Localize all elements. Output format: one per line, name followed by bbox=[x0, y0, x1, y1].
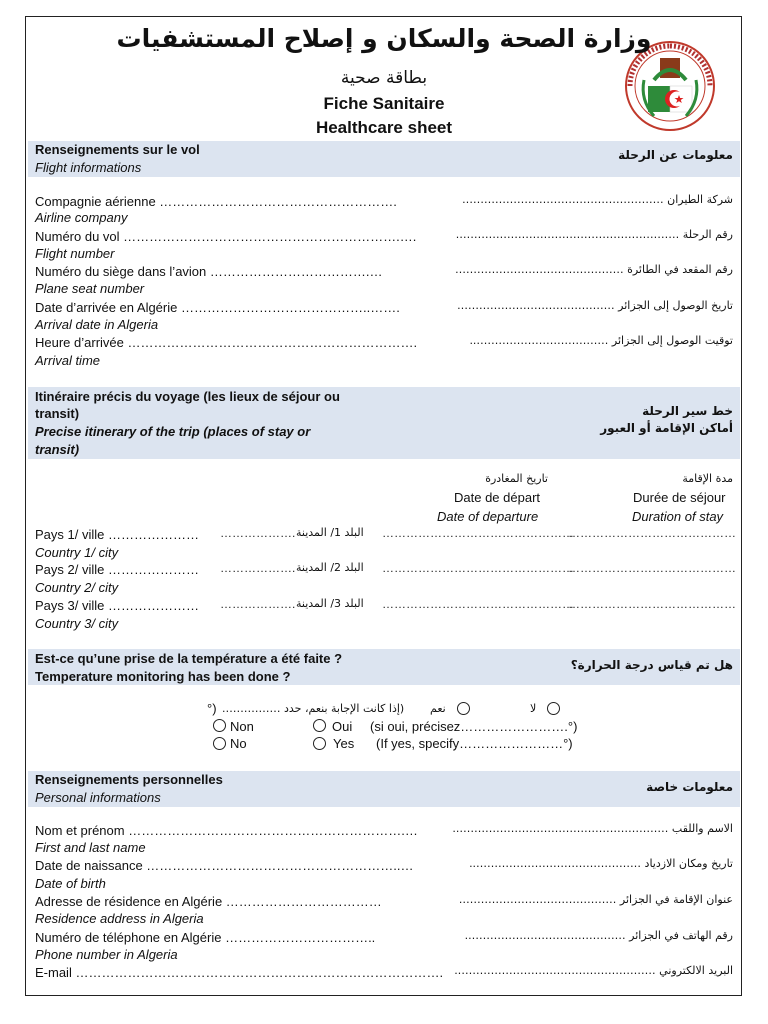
field-address-en: Residence address in Algeria bbox=[35, 911, 204, 926]
field-name-ar: الاسم واللقب ………………………………………………….. bbox=[452, 822, 733, 835]
field-airline-fr: Compagnie aérienne ………………………………………………. bbox=[35, 194, 397, 209]
field-airline-en: Airline company bbox=[35, 210, 128, 225]
temp-ar-close: °) bbox=[207, 701, 217, 716]
itinerary-row3-en: Country 3/ city bbox=[35, 616, 119, 631]
itinerary-row1-stay-dots: …………………………………… bbox=[568, 526, 736, 540]
flight-heading-fr: Renseignements sur le vol bbox=[35, 142, 200, 157]
itinerary-heading-fr-line2: transit) bbox=[35, 406, 80, 421]
field-arrival-time-en: Arrival time bbox=[35, 353, 101, 368]
itinerary-row1-en: Country 1/ city bbox=[35, 545, 119, 560]
itinerary-row2-stay-dots: …………………………………… bbox=[568, 561, 736, 575]
itinerary-row3-departure-dots: ………………………………………… bbox=[382, 597, 574, 611]
title-en: Healthcare sheet bbox=[315, 118, 453, 137]
itinerary-row1-ar-dots: ………………. bbox=[220, 526, 296, 540]
itinerary-heading-ar-line2: أماكن الإقامة أو العبور bbox=[600, 421, 733, 435]
flight-heading-ar: معلومات عن الرحلة bbox=[618, 148, 733, 162]
col-departure-ar: تاريخ المغادرة bbox=[485, 472, 548, 485]
temp-non-radio[interactable] bbox=[213, 719, 226, 732]
field-seat-ar: رقم المقعد في الطائرة ………………………………………. bbox=[455, 263, 733, 276]
itinerary-heading-fr-line1: Itinéraire précis du voyage (les lieux de séjour ou bbox=[35, 389, 340, 404]
itinerary-row2-en: Country 2/ city bbox=[35, 580, 119, 595]
title-fr: Fiche Sanitaire bbox=[323, 94, 445, 113]
field-phone-en: Phone number in Algeria bbox=[35, 947, 178, 962]
personal-heading-fr: Renseignements personnelles bbox=[35, 772, 223, 787]
itinerary-row3-ar: البلد 3/ المدينة bbox=[296, 597, 364, 610]
field-email-fr: E-mail …………………………………………………………………………. bbox=[35, 965, 444, 980]
ministry-title-ar: وزارة الصحة والسكان و إصلاح المستشفيات bbox=[116, 24, 652, 53]
itinerary-row1-fr: Pays 1/ ville ………………… bbox=[35, 527, 199, 542]
temp-ar-no-radio[interactable] bbox=[547, 702, 560, 715]
temperature-question-en: Temperature monitoring has been done ? bbox=[35, 669, 291, 684]
temp-ar-yes-radio[interactable] bbox=[457, 702, 470, 715]
itinerary-row2-fr: Pays 2/ ville ………………… bbox=[35, 562, 199, 577]
col-departure-fr: Date de départ bbox=[454, 490, 541, 505]
col-departure-en: Date of departure bbox=[437, 509, 539, 524]
field-birth-fr: Date de naissance …………………………………………………..… bbox=[35, 858, 414, 873]
temperature-question-ar: هل تم قياس درجة الحرارة؟ bbox=[570, 658, 733, 672]
itinerary-row1-departure-dots: ………………………………………… bbox=[382, 526, 574, 540]
personal-heading-en: Personal informations bbox=[35, 790, 161, 805]
col-stay-en: Duration of stay bbox=[632, 509, 724, 524]
field-seat-en: Plane seat number bbox=[35, 281, 145, 296]
field-arrival-time-ar: توقيت الوصول إلى الجزائر ……………………………….. bbox=[469, 334, 733, 347]
itinerary-row1-ar: البلد 1/ المدينة bbox=[296, 526, 364, 539]
col-stay-fr: Durée de séjour bbox=[633, 490, 726, 505]
field-birth-en: Date of birth bbox=[35, 876, 106, 891]
itinerary-row2-ar: البلد 2/ المدينة bbox=[296, 561, 364, 574]
field-flight-number-en: Flight number bbox=[35, 246, 115, 261]
itinerary-row2-ar-dots: ………………. bbox=[220, 561, 296, 575]
temp-yes-label: Yes bbox=[333, 736, 355, 751]
itinerary-row2-departure-dots: ………………………………………… bbox=[382, 561, 574, 575]
flight-heading-en: Flight informations bbox=[35, 160, 142, 175]
field-phone-ar: رقم الهاتف في الجزائر …………………………………….. bbox=[464, 929, 733, 942]
temp-no-radio[interactable] bbox=[213, 737, 226, 750]
field-flight-number-fr: Numéro du vol ……………………………………………………….…. bbox=[35, 229, 417, 244]
col-stay-ar: مدة الإقامة bbox=[682, 472, 733, 485]
field-airline-ar: شركة الطيران ………………………………………………. bbox=[462, 193, 733, 206]
field-seat-fr: Numéro du siège dans l’avion ……………………………….… bbox=[35, 264, 383, 279]
field-birth-ar: تاريخ ومكان الازدياد ……………………………………….. bbox=[469, 857, 733, 870]
temp-oui-radio[interactable] bbox=[313, 719, 326, 732]
field-arrival-date-ar: تاريخ الوصول إلى الجزائر ……………………………………. bbox=[457, 299, 733, 312]
temp-yes-detail: (If yes, specify……………………°) bbox=[376, 736, 573, 751]
field-arrival-date-en: Arrival date in Algeria bbox=[35, 317, 159, 332]
itinerary-heading-en-line2: transit) bbox=[35, 442, 80, 457]
itinerary-row3-stay-dots: …………………………………… bbox=[568, 597, 736, 611]
personal-heading-ar: معلومات خاصة bbox=[646, 780, 733, 794]
field-name-en: First and last name bbox=[35, 840, 146, 855]
temp-oui-label: Oui bbox=[332, 719, 353, 734]
temperature-question-fr: Est-ce qu’une prise de la température a été faite ? bbox=[35, 651, 343, 666]
field-flight-number-ar: رقم الرحلة ……………………………………………………. bbox=[455, 228, 733, 241]
itinerary-row3-ar-dots: ………………. bbox=[220, 597, 296, 611]
field-phone-fr: Numéro de téléphone en Algérie …………………………….. bbox=[35, 930, 376, 945]
field-address-ar: عنوان الإقامة في الجزائر ……………………………………. bbox=[458, 893, 733, 906]
itinerary-row3-fr: Pays 3/ ville ………………… bbox=[35, 598, 199, 613]
temp-non-label: Non bbox=[230, 719, 254, 734]
temp-ar-specify: (إذا كانت الإجابة بنعم، حدد ……………. bbox=[222, 702, 405, 715]
field-address-fr: Adresse de résidence en Algérie ……………………………… bbox=[35, 894, 382, 909]
field-arrival-date-fr: Date d’arrivée en Algérie ……………………………………..……. bbox=[35, 300, 400, 315]
field-arrival-time-fr: Heure d’arrivée …………………………………………………………. bbox=[35, 335, 418, 350]
temp-no-label: No bbox=[230, 736, 247, 751]
temp-ar-no: لا bbox=[530, 702, 537, 715]
temp-ar-yes: نعم bbox=[430, 702, 446, 715]
itinerary-heading-ar-line1: خط سير الرحلة bbox=[642, 404, 733, 418]
field-name-fr: Nom et prénom ……………………………………………………….… bbox=[35, 823, 418, 838]
itinerary-heading-en-line1: Precise itinerary of the trip (places of stay or bbox=[35, 424, 311, 439]
temp-yes-radio[interactable] bbox=[313, 737, 326, 750]
card-title-ar: بطاقة صحية bbox=[340, 68, 428, 88]
field-email-ar: البريد الالكتروني ………………………………………………. bbox=[454, 964, 733, 977]
temp-oui-detail: (si oui, précisez…………………….°) bbox=[370, 719, 578, 734]
